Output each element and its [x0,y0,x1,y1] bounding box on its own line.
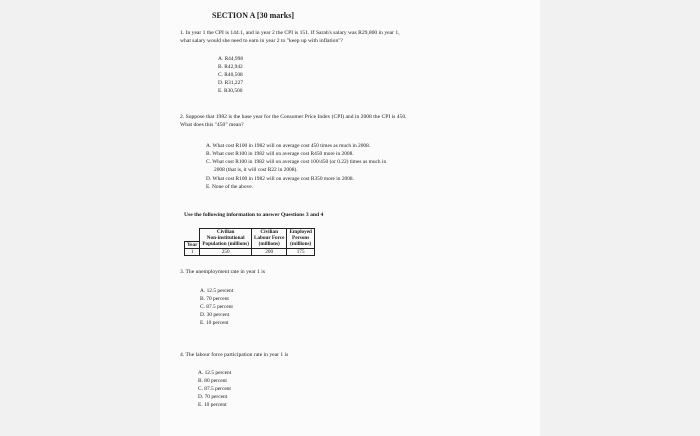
q1-option-d: D. R31,227 [218,80,244,86]
q3-option-c: C. 87.5 percent [200,304,233,310]
section-title: SECTION A [30 marks] [212,11,295,20]
table-header-civ-pop-1: Civilian [200,229,252,236]
exam-page [160,0,540,436]
q2-option-a: A. What cost R100 in 1982 will on average cost 450 times as much in 2008. [206,143,371,149]
table-header-civ-pop-3: Population (millions) [200,241,252,248]
q1-line2: what salary would she need to earn in year 2 to "keep up with inflation"? [180,38,344,44]
table-cell-employed: 175 [287,248,314,255]
q2-option-d: D. What cost R100 in 1982 will on average cost R350 more in 2008. [206,176,354,182]
table-header-employed-2: Persons [287,235,314,241]
q3-option-a: A. 12.5 percent [200,288,234,294]
table-cell-labour-force: 200 [251,248,287,255]
q3-text: 3. The unemployment rate in year 1 is [180,269,266,275]
q4-text: 4. The labour force participation rate in year 1 is [180,352,289,358]
table-header-employed-1: Employed [287,229,314,236]
table-header-labour-3: (millions) [251,241,287,248]
table-header-labour-2: Labour Force [251,235,287,241]
q3-option-e: E. 10 percent [200,320,229,326]
q1-option-b: B. R42,942 [218,64,243,70]
q2-line2: What does this "450" mean? [180,122,244,128]
q1-option-e: E. R30,500 [218,88,243,94]
q1-option-a: A. R44,998 [218,56,244,62]
q4-option-e: E. 10 percent [198,402,227,408]
table-header-employed-3: (millions) [287,241,314,248]
q4-option-d: D. 70 percent [198,394,228,400]
q3-option-b: B. 70 percent [200,296,229,302]
q2-option-c-cont: 2008 (that is, it will cost R22 in 2008). [214,167,298,173]
table-header-year: Year [185,241,200,248]
table-header-civ-pop-2: Non-institutional [200,235,252,241]
q4-option-c: C. 87.5 percent [198,386,231,392]
q2-option-c: C. What cost R100 in 1982 will on average cost 100/450 (or 0.22) times as much in [206,159,387,165]
q4-option-a: A. 12.5 percent [198,370,232,376]
q1-line1: 1. In year 1 the CPI is 144.1, and in year 2 the CPI is 151. If Sarah's salary was R29,800 in year 1, [180,30,400,36]
table-row [185,248,315,255]
q2-line1: 2. Suppose that 1982 is the base year for the Consumer Price Index (CPI) and in 2008 the CPI is 450. [180,114,407,120]
q3-option-d: D. 30 percent [200,312,230,318]
q2-option-b: B. What cost R100 in 1982 will on average cost R450 more in 2008. [206,151,354,157]
q4-option-b: B. 80 percent [198,378,227,384]
info-heading: Use the following information to answer Questions 3 and 4 [184,212,324,218]
table-cell-year: 1 [185,248,200,255]
q1-option-c: C. R40,508 [218,72,243,78]
table-header-labour-1: Civilian [251,229,287,236]
data-table [184,228,315,256]
table-cell-population: 250 [200,248,252,255]
q2-option-e: E. None of the above. [206,184,254,190]
